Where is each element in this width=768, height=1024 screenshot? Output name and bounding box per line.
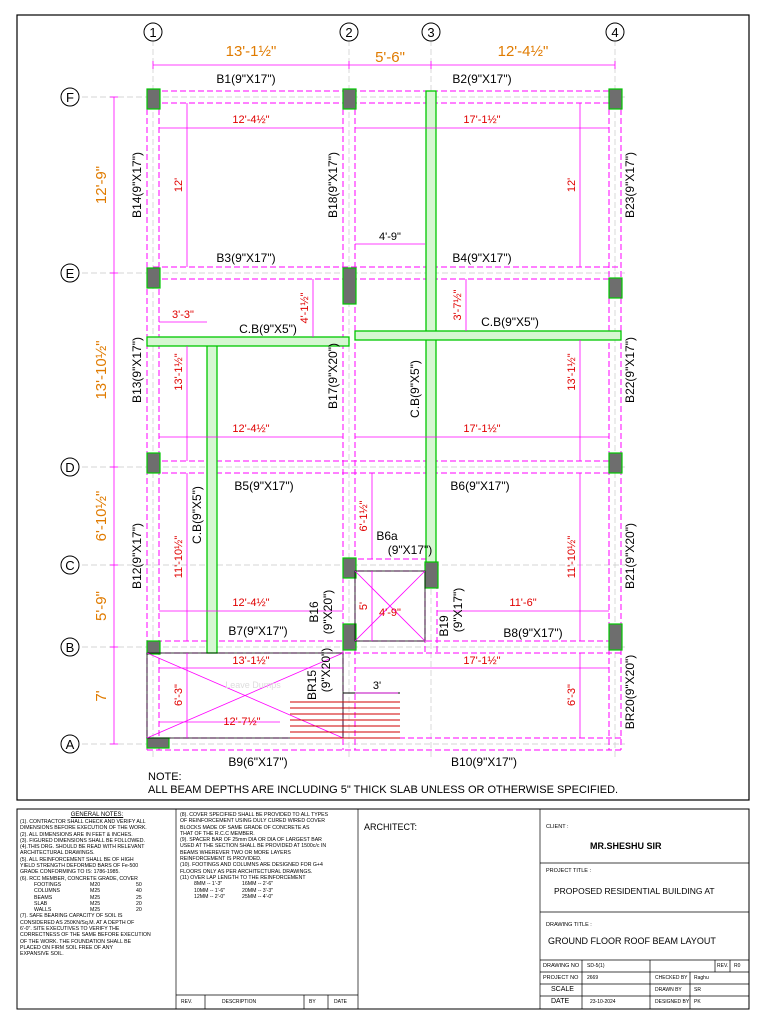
- grid-label-row: B: [65, 640, 75, 655]
- beam-label-b5: B5(9"X17"): [234, 479, 294, 493]
- note-line: DIMENSIONS BEFORE EXECUTION OF THE WORK.: [20, 825, 147, 832]
- note-line: (8). COVER SPECIFIED SHALL BE PROVIDED TO ALL TYPES: [180, 812, 329, 818]
- beam-label-b21: B21(9"X20"): [623, 523, 637, 589]
- rev-label: REV.: [717, 963, 729, 969]
- checked-by-label: CHECKED BY: [655, 975, 688, 981]
- dim-left-f-e: 12'-9": [93, 165, 110, 205]
- span-label: 12'-4½": [232, 423, 270, 435]
- span-label: 12'-4½": [232, 114, 270, 126]
- note-line: (7). SAFE BEARING CAPACITY OF SOIL IS: [20, 913, 123, 920]
- note-line: THAT OF THE R.C.C MEMBER.: [180, 830, 255, 837]
- grid-label-row: F: [66, 90, 74, 105]
- grid-label-row: C: [65, 558, 75, 573]
- beam-label-b9: B9(6"X17"): [228, 755, 288, 769]
- note-line: 6'-0". SITE EXECUTIVES TO VERIFY THE: [20, 926, 120, 933]
- drawing-title: GROUND FLOOR ROOF BEAM LAYOUT: [548, 936, 716, 946]
- overall-dimensions: [110, 61, 615, 744]
- beam-label-b16: B16: [307, 601, 321, 623]
- project-title-label: PROJECT TITLE :: [546, 868, 592, 874]
- grade-row: WALLS M25 20: [34, 907, 142, 914]
- beam-label-b8: B8(9"X17"): [503, 626, 563, 640]
- span-label: 13'-1½": [173, 353, 185, 391]
- beam-label-cb-left: C.B(9"X5"): [239, 322, 297, 336]
- beam-label-b6: B6(9"X17"): [450, 479, 510, 493]
- beam-label-b2: B2(9"X17"): [452, 72, 512, 86]
- rev-header-rev: REV.: [181, 999, 193, 1005]
- dim-left-d-c: 6'-10½": [93, 490, 110, 542]
- column: [609, 453, 622, 473]
- note-line: (2). ALL DIMENSIONS ARE IN FEET & INCHES.: [20, 831, 133, 838]
- column: [343, 89, 356, 109]
- span-label: 4'-9": [379, 607, 401, 619]
- column: [147, 738, 169, 748]
- span-label: 4'-9": [379, 231, 401, 243]
- span-label: 6'-3": [566, 684, 578, 706]
- span-label: 11'-6": [509, 597, 537, 609]
- beam-label-b6a-size: (9"X17"): [387, 543, 433, 557]
- note-line: OF REINFORCEMENT USING DULY CURED WIRED COVER: [180, 818, 325, 825]
- note-line: (4).THIS DRG. SHOULD BE READ WITH RELEVANT: [20, 844, 145, 851]
- cb-horizontal-right: [355, 331, 621, 340]
- beam-label-b7: B7(9"X17"): [228, 624, 288, 638]
- note-line: EXPANSIVE SOIL.: [20, 951, 64, 958]
- beam-label-b19-size: (9"X17"): [451, 587, 465, 633]
- note-line: YIELD STRENGTH DEFORMED BARS OF Fe-500: [20, 863, 139, 870]
- scale-label: SCALE: [551, 986, 574, 993]
- span-label: 12'-7½": [223, 716, 261, 728]
- cb-horizontal-left: [147, 337, 349, 346]
- drawing-no: SD-5(1): [587, 963, 605, 969]
- dim-top-3-4: 12'-4½": [497, 43, 549, 60]
- project-no: 2669: [587, 975, 599, 981]
- span-label: 3'-3": [172, 309, 194, 321]
- drawn-by: SR: [694, 987, 701, 993]
- note-line: ARCHITECTURAL DRAWINGS.: [20, 850, 95, 857]
- rev-header-description: DESCRIPTION: [222, 999, 257, 1005]
- general-notes-title: GENERAL NOTES:: [70, 812, 124, 818]
- opening-cross: [147, 571, 425, 738]
- note-line: BEAMS WHEREVER TWO OR MORE LAYERS: [180, 849, 291, 856]
- project-title: PROPOSED RESIDENTIAL BUILDING AT: [554, 886, 715, 896]
- column: [609, 624, 622, 650]
- grade-row: FOOTINGS M20 50: [34, 881, 142, 888]
- note-line: (3). FIGURED DIMENSIONS SHALL BE FOLLOWED.: [20, 837, 145, 844]
- span-label: 4'-1½": [299, 292, 311, 324]
- column: [425, 562, 438, 588]
- grid-label-col: 4: [611, 25, 619, 40]
- connecting-beams: [147, 91, 621, 653]
- note-line: (10). FOOTINGS AND COLUMNS ARE DESIGNED FOR G+4: [180, 862, 323, 869]
- beam-label-br15-size: (9"X20"): [319, 647, 333, 693]
- beam-label-b13: B13(9"X17"): [130, 337, 144, 403]
- column: [147, 89, 160, 109]
- date-value: 23-10-2024: [590, 999, 616, 1005]
- designed-by-label: DESIGNED BY: [655, 999, 690, 1005]
- span-label: 17'-1½": [463, 655, 501, 667]
- note-line: (6). RCC MEMBER, CONCRETE GRADE, COVER: [20, 875, 138, 882]
- note-title: NOTE:: [148, 771, 182, 783]
- architect-label: ARCHITECT:: [364, 822, 418, 832]
- dim-left-c-b: 5'-9": [93, 591, 110, 621]
- span-label: 3': [372, 680, 382, 692]
- note-line: BLOCKS MADE OF SAME GRADE OF CONCRETE AS: [180, 824, 310, 831]
- beam-label-b23: B23(9"X17"): [623, 152, 637, 218]
- lap-row: 12MM -- 2'-0" 25MM -- 4'-0": [194, 893, 274, 900]
- watermark: Leave Dumps: [225, 680, 281, 690]
- dim-top-1-2: 13'-1½": [225, 43, 277, 60]
- column: [343, 268, 356, 304]
- drawing-title-label: DRAWING TITLE :: [546, 922, 592, 928]
- checked-by: Raghu: [694, 975, 709, 981]
- client-label: CLIENT :: [546, 824, 569, 830]
- lap-row: 8MM -- 1'-3" 16MM -- 2'-6": [194, 881, 274, 888]
- beam-label-b18: B18(9"X17"): [326, 152, 340, 218]
- dim-top-2-3: 5'-6": [375, 49, 405, 66]
- general-notes-left: [20, 819, 175, 958]
- span-label: 17'-1½": [463, 423, 501, 435]
- span-label: 6'-1½": [358, 500, 370, 532]
- span-label: 13'-1½": [232, 655, 270, 667]
- client-name: MR.SHESHU SIR: [590, 841, 662, 851]
- note-line: USED AT THE SECTION SHALL BE PROVIDED AT 1500c/c IN: [180, 843, 327, 850]
- drawing-border: [17, 15, 749, 800]
- grid-label-col: 2: [345, 25, 353, 40]
- note-line: GRADE CONFORMING TO IS: 1786-1985.: [20, 869, 120, 876]
- cb-vertical-grid3: [426, 91, 436, 567]
- beam-label-br15: BR15: [305, 669, 319, 701]
- note-line: FLOORS ONLY AS PER ARCHITECTURAL DRAWINGS.: [180, 868, 313, 875]
- span-label: 13'-1½": [566, 353, 578, 391]
- beam-label-b22: B22(9"X17"): [623, 337, 637, 403]
- columns: [147, 89, 622, 748]
- column: [343, 624, 356, 650]
- grade-row: SLAB M25 20: [34, 900, 142, 907]
- beam-label-b12: B12(9"X17"): [130, 523, 144, 589]
- note-line: OF THE WORK. THE FOUNDATION SHALL BE: [20, 938, 132, 945]
- drawn-by-label: DRAWN BY: [655, 987, 682, 993]
- note-line: CORRECTNESS OF THE SAME BEFORE EXECUTION: [20, 932, 151, 939]
- span-label: 11'-10½": [173, 535, 185, 579]
- span-label: 12': [173, 177, 185, 193]
- note-text: ALL BEAM DEPTHS ARE INCLUDING 5" THICK SLAB UNLESS OR OTHERWISE SPECIFIED.: [148, 784, 619, 796]
- grid-label-col: 1: [149, 25, 157, 40]
- rev-value: R0: [734, 963, 741, 969]
- beam-label-b17: B17(9"X20"): [326, 343, 340, 409]
- span-label: 12'-4½": [232, 597, 270, 609]
- column: [147, 268, 160, 288]
- column: [609, 89, 622, 109]
- grid-label-col: 3: [427, 25, 435, 40]
- beam-label-br20: BR20(9"X20"): [623, 654, 637, 730]
- beam-label-b16-size: (9"X20"): [321, 589, 335, 635]
- span-label: 6'-3": [173, 684, 185, 706]
- grid-label-row: E: [65, 266, 75, 281]
- lap-row: 10MM -- 1'-6" 20MM -- 3'-3": [194, 887, 274, 894]
- beam-label-b6a: B6a: [376, 529, 398, 543]
- beam-label-cb-v2: C.B(9"X5"): [408, 360, 422, 418]
- span-label: 5': [358, 601, 370, 611]
- note-line: (5). ALL REINFORCEMENT SHALL BE OF HIGH: [20, 856, 134, 863]
- span-dimension-lines: [159, 103, 609, 738]
- beam-label-b4: B4(9"X17"): [452, 251, 512, 265]
- drawing-no-label: DRAWING NO: [543, 963, 580, 969]
- column: [147, 453, 160, 473]
- grade-row: COLUMNS M25 40: [34, 888, 142, 895]
- cb-vertical-left: [207, 339, 217, 653]
- beam-label-b14: B14(9"X17"): [130, 152, 144, 218]
- designed-by: PK: [694, 999, 701, 1005]
- column: [609, 278, 622, 298]
- grid-lines: [82, 40, 625, 760]
- span-label: 3'-7½": [452, 289, 464, 321]
- span-label: 12': [566, 177, 578, 193]
- column: [343, 558, 356, 578]
- note-line: (1). CONTRACTOR SHALL CHECK AND VERIFY ALL: [20, 819, 146, 825]
- note-line: PLACED ON FIRM SOIL FREE OF ANY: [20, 944, 113, 951]
- general-notes-mid: [180, 812, 356, 900]
- beam-label-b3: B3(9"X17"): [216, 251, 276, 265]
- rev-header-date: DATE: [334, 999, 347, 1005]
- note-line: (11) OVER LAP LENGTH TO THE REINFORCEMENT: [180, 874, 306, 881]
- grade-row: BEAMS M25 25: [34, 894, 142, 901]
- date-label: DATE: [551, 998, 570, 1005]
- note-line: (9). SPACER BAR OF 25mm DIA OR DIA OF LARGEST BAR: [180, 837, 322, 844]
- note-line: REINFORCEMENT IS PROVIDED.: [180, 856, 262, 863]
- beam-label-b10: B10(9"X17"): [451, 755, 517, 769]
- beam-label-b19: B19: [437, 615, 451, 637]
- note-line: CONSIDERED AS 250KN/Sq.M. AT A DEPTH OF: [20, 919, 135, 926]
- span-label: 11'-10½": [566, 535, 578, 579]
- project-no-label: PROJECT NO: [543, 975, 579, 981]
- beam-outlines: [147, 91, 621, 750]
- dim-left-e-d: 13'-10½": [93, 340, 110, 400]
- beam-label-cb-v1: C.B(9"X5"): [190, 486, 204, 544]
- grid-label-row: A: [65, 737, 75, 752]
- beam-label-cb-right: C.B(9"X5"): [481, 315, 539, 329]
- beam-label-b1: B1(9"X17"): [216, 72, 276, 86]
- column: [147, 641, 160, 654]
- rev-header-by: BY: [309, 999, 316, 1005]
- dim-left-b-a: 7': [93, 690, 110, 702]
- grid-label-row: D: [65, 460, 75, 475]
- span-label: 17'-1½": [463, 114, 501, 126]
